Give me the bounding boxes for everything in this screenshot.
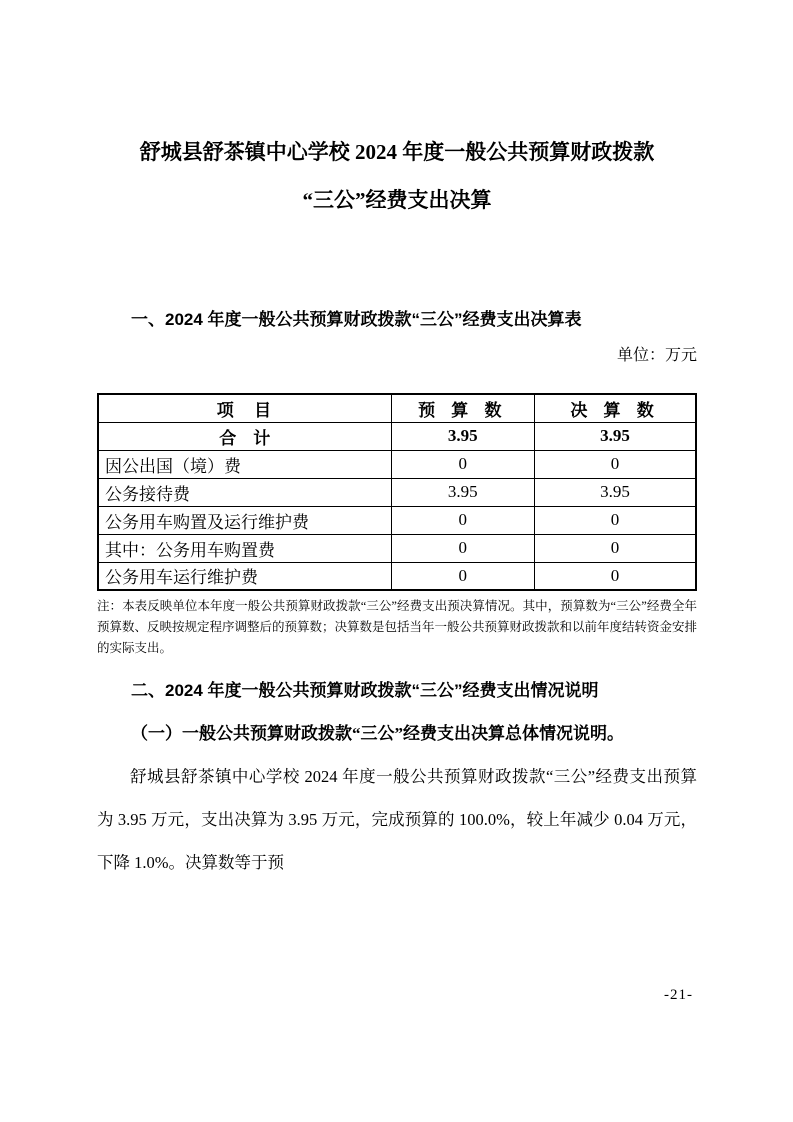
final-cell: 0 — [535, 534, 696, 562]
section2-sub-heading: （一）一般公共预算财政拨款“三公”经费支出决算总体情况说明。 — [131, 724, 624, 743]
table-body — [98, 422, 696, 590]
document-title-line2: “三公”经费支出决算 — [302, 188, 492, 212]
item-cell: 合 计 — [98, 422, 391, 450]
column-header-budget: 预 算 数 — [391, 394, 535, 422]
final-cell: 3.95 — [535, 422, 696, 450]
budget-cell: 3.95 — [391, 478, 535, 506]
page-number: -21- — [664, 987, 693, 1003]
column-header-final: 决 算 数 — [535, 394, 696, 422]
document-title-line1: 舒城县舒茶镇中心学校 2024 年度一般公共预算财政拨款 — [139, 140, 655, 164]
budget-cell: 0 — [391, 562, 535, 590]
table-row — [98, 478, 696, 506]
budget-cell: 0 — [391, 450, 535, 478]
item-cell: 公务接待费 — [98, 478, 391, 506]
budget-cell: 0 — [391, 506, 535, 534]
budget-cell: 3.95 — [391, 422, 535, 450]
final-cell: 0 — [535, 506, 696, 534]
table-note: 注：本表反映单位本年度一般公共预算财政拨款“三公”经费支出预决算情况。其中，预算数为“三公”经费全年预算数、反映按规定程序调整后的预算数；决算数是包括当年一般公共预算财政拨款和以前年度结转资金安排的实际支出。 — [97, 599, 698, 655]
final-cell: 0 — [535, 450, 696, 478]
document-title — [97, 128, 697, 224]
three-public-expense-table — [97, 393, 697, 591]
table-header-row — [98, 394, 696, 422]
item-cell: 其中：公务用车购置费 — [98, 534, 391, 562]
item-cell: 公务用车购置及运行维护费 — [98, 506, 391, 534]
section2-heading: 二、2024 年度一般公共预算财政拨款“三公”经费支出情况说明 — [131, 681, 599, 700]
table-row — [98, 534, 696, 562]
budget-cell: 0 — [391, 534, 535, 562]
column-header-item: 项 目 — [98, 394, 391, 422]
table-row — [98, 450, 696, 478]
item-cell: 因公出国（境）费 — [98, 450, 391, 478]
final-cell: 0 — [535, 562, 696, 590]
section1-heading: 一、2024 年度一般公共预算财政拨款“三公”经费支出决算表 — [131, 310, 582, 329]
item-cell: 公务用车运行维护费 — [98, 562, 391, 590]
unit-label: 单位：万元 — [616, 347, 697, 364]
section2-paragraph: 舒城县舒茶镇中心学校 2024 年度一般公共预算财政拨款“三公”经费支出预算为 3.95 万元，支出决算为 3.95 万元，完成预算的 100.0%，较上年减少 0.04 万元，下降 1.0%。决算数等于预 — [97, 767, 697, 872]
table-row — [98, 562, 696, 590]
table-row — [98, 422, 696, 450]
table-row — [98, 506, 696, 534]
final-cell: 3.95 — [535, 478, 696, 506]
